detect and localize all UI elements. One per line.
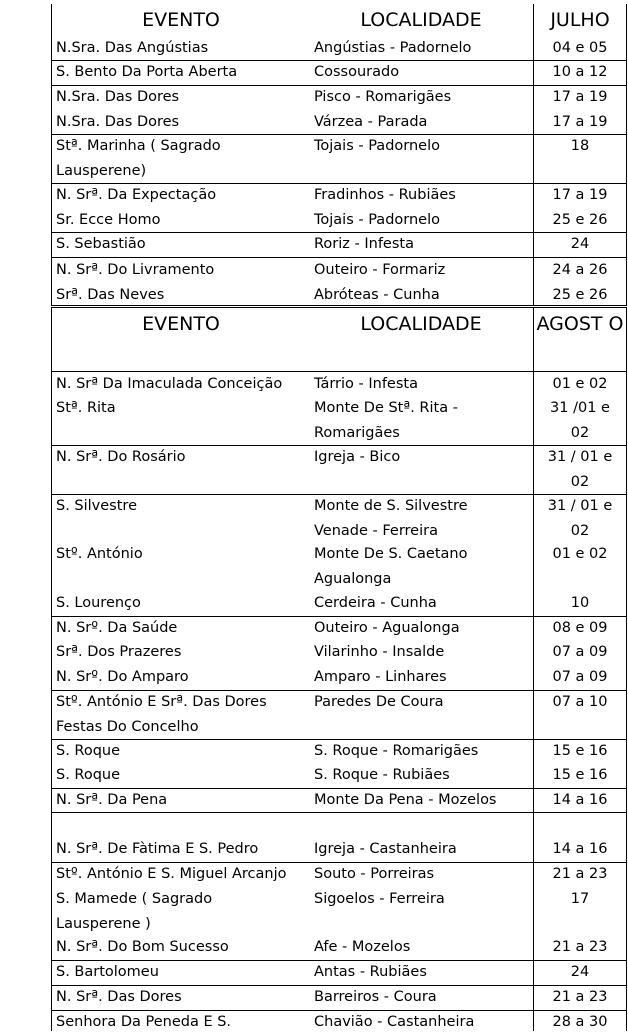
row-divider [51,232,627,233]
cell-line: 18 [570,138,590,154]
event-name [56,985,182,1010]
event-name [56,36,208,61]
cell-line: 21 a 23 [552,989,608,1005]
cell-line: 21 a 23 [552,866,608,882]
event-location [314,960,427,985]
event-location [314,837,457,862]
event-name [56,690,267,739]
header-divider [51,371,627,372]
cell-line: Chavião - Castanheira [314,1014,475,1030]
cell-line: Romarigães [314,424,400,441]
cell-line: Roriz - Infesta [314,236,414,252]
row-divider [51,862,627,863]
cell-line: Monte De S. Caetano [314,546,468,562]
cell-line: S. Sebastião [56,236,146,252]
event-location [314,542,467,591]
cell-line: S. Roque - Rubiães [314,767,450,783]
row-divider [51,960,627,961]
cell-line: 14 a 16 [552,841,608,857]
event-dates [534,85,626,110]
event-dates [534,837,626,862]
event-dates [534,739,626,764]
event-location [314,396,458,445]
cell-line: Srª. Dos Prazeres [56,644,182,660]
event-name [56,935,229,960]
event-dates [534,396,626,445]
row-divider [51,183,627,184]
cell-line: N. Srª. Das Dores [56,989,182,1005]
cell-line: 08 e 09 [552,620,608,636]
cell-line: 24 [570,964,590,980]
event-name [56,85,179,110]
cell-line: Monte Da Pena - Mozelos [314,792,497,808]
cell-line: Paredes De Coura [314,694,444,710]
cell-line: Stª. Marinha ( Sagrado [56,138,221,154]
event-location [314,887,445,912]
event-name [56,372,282,397]
event-name [56,396,116,421]
event-location [314,283,440,308]
cell-line: 17 a 19 [552,89,608,105]
cell-line: 25 e 26 [552,212,608,228]
event-location [314,208,440,233]
event-dates [534,494,626,543]
cell-line: 25 e 26 [552,287,608,303]
cell-line: Agualonga [314,570,392,587]
cell-line: Stº. António E Srª. Das Dores [56,694,267,710]
cell-line: 15 e 16 [552,767,608,783]
event-dates [534,591,626,616]
cell-line: S. Lourenço [56,595,141,611]
event-dates [534,763,626,788]
event-name [56,763,120,788]
event-location [314,445,400,470]
row-divider [51,812,627,813]
event-location [314,232,414,257]
row-divider [51,739,627,740]
event-location [314,110,427,135]
cell-line: Senhora Da Peneda E S. [56,1014,232,1030]
event-location [314,85,451,110]
cell-line: S. Roque - Romarigães [314,743,479,759]
table-border-left [51,4,52,305]
event-dates [534,36,626,61]
event-location [314,134,440,159]
cell-line: 04 e 05 [552,40,608,56]
table-border-month [533,4,534,305]
cell-line: N. Srª. De Fàtima E S. Pedro [56,841,259,857]
event-name [56,183,216,208]
event-name [56,640,181,665]
cell-line: 10 a 12 [552,64,608,80]
event-location [314,183,456,208]
header-month: JULHO [550,9,610,31]
cell-line: 21 a 23 [552,939,608,955]
cell-line: 31 /01 e [550,400,610,416]
cell-line: 17 a 19 [552,187,608,203]
event-location [314,788,497,813]
event-location [314,739,478,764]
cell-line: Fradinhos - Rubiães [314,187,456,203]
cell-line: 28 a 30 [552,1014,608,1030]
cell-line: Angústias - Padornelo [314,40,472,56]
event-name [56,739,120,764]
header-place: LOCALIDADE [360,313,482,335]
event-location [314,258,445,283]
event-name [56,208,160,233]
event-location [314,640,444,665]
table-border-right [626,308,627,1031]
cell-line: S. Bento Da Porta Aberta [56,64,238,80]
event-name [56,494,137,519]
cell-line: Abróteas - Cunha [314,287,440,303]
cell-line: Sigoelos - Ferreira [314,891,445,907]
event-location [314,935,410,960]
event-location [314,665,447,690]
event-dates [534,690,626,715]
cell-line: 15 e 16 [552,743,608,759]
cell-line: Stº. António E S. Miguel Arcanjo [56,866,287,882]
cell-line: 24 [570,236,590,252]
event-name [56,258,214,283]
cell-line: Pisco - Romarigães [314,89,452,105]
event-name [56,960,159,985]
cell-line: N.Sra. Das Dores [56,89,180,105]
event-location [314,372,418,397]
cell-line: Stº. António [56,546,143,562]
cell-line: N.Sra. Das Dores [56,114,180,130]
row-divider [51,788,627,789]
cell-line: N.Sra. Das Angústias [56,40,209,56]
event-dates [534,208,626,233]
event-dates [534,283,626,308]
cell-line: Sr. Ecce Homo [56,212,161,228]
cell-line: Tojais - Padornelo [314,138,440,154]
event-name [56,837,258,862]
cell-line: Festas Do Concelho [56,718,199,735]
section-divider [51,305,627,306]
section-divider [51,307,627,308]
cell-line: Outeiro - Formariz [314,262,446,278]
cell-line: S. Silvestre [56,498,137,514]
cell-line: 24 a 26 [552,262,608,278]
cell-line: N. Srª. Da Expectação [56,187,217,203]
cell-line: 01 e 02 [552,376,608,392]
event-name [56,60,237,85]
event-location [314,862,434,887]
cell-line: 07 a 10 [552,694,608,710]
event-location [314,591,437,616]
cell-line: 01 e 02 [552,546,608,562]
event-name [56,283,164,308]
row-divider [51,134,627,135]
event-dates [534,960,626,985]
event-name [56,788,167,813]
table-border-month [533,308,534,1031]
cell-line: Cerdeira - Cunha [314,595,437,611]
cell-line: Cossourado [314,64,400,80]
row-divider [51,60,627,61]
cell-line: S. Mamede ( Sagrado [56,891,213,907]
cell-line: Igreja - Castanheira [314,841,457,857]
cell-line: N. Srª. Do Rosário [56,449,186,465]
cell-line: Outeiro - Agualonga [314,620,460,636]
event-dates [534,788,626,813]
event-dates [534,445,626,494]
table-border-left [51,308,52,1031]
event-location [314,690,444,715]
cell-line: Souto - Porreiras [314,866,435,882]
cell-line: N. Srª Da Imaculada Conceição [56,376,283,392]
event-dates [534,616,626,641]
event-dates [534,887,626,912]
cell-line: Vilarinho - Insalde [314,644,445,660]
cell-line: 14 a 16 [552,792,608,808]
cell-line: N. Srª. Da Pena [56,792,168,808]
cell-line: Amparo - Linhares [314,669,447,685]
row-divider [51,985,627,986]
cell-line: 17 a 19 [552,114,608,130]
cell-line: 07 a 09 [552,669,608,685]
cell-line: Igreja - Bico [314,449,401,465]
cell-line: Venade - Ferreira [314,522,438,539]
table-border-right [626,4,627,305]
cell-line: Stª. Rita [56,400,116,416]
cell-line: S. Bartolomeu [56,964,159,980]
event-location [314,494,468,543]
cell-line: N. Srº. Do Amparo [56,669,189,685]
event-name [56,232,146,257]
event-name [56,445,186,470]
event-location [314,985,437,1010]
cell-line: Srª. Das Neves [56,287,165,303]
event-location [314,616,460,641]
event-name [56,862,287,887]
row-divider [51,257,627,258]
event-dates [534,183,626,208]
event-dates [534,935,626,960]
event-location [314,60,399,85]
event-dates [534,258,626,283]
cell-line: N. Srª. Do Bom Sucesso [56,939,229,955]
event-dates [534,542,626,567]
event-name [56,591,141,616]
row-divider [51,445,627,446]
cell-line: N. Srª. Do Livramento [56,262,215,278]
event-dates [534,110,626,135]
cell-line: Tárrio - Infesta [314,376,418,392]
cell-line: Lausperene) [56,162,147,179]
event-dates [534,372,626,397]
cell-line: Lausperene ) [56,915,151,932]
cell-line: 31 / 01 e [547,498,613,514]
row-divider [51,494,627,495]
row-divider [51,1010,627,1011]
row-divider [51,85,627,86]
event-dates [534,665,626,690]
event-location [314,763,450,788]
event-dates [534,232,626,257]
event-location [314,36,471,61]
header-event: EVENTO [142,313,220,335]
row-divider [51,616,627,617]
event-name [56,134,221,183]
cell-line: 07 a 09 [552,644,608,660]
cell-line: S. Roque [56,767,121,783]
cell-line: N. Srº. Da Saúde [56,620,178,636]
event-dates [534,862,626,887]
cell-line: Barreiros - Coura [314,989,437,1005]
cell-line: Antas - Rubiães [314,964,427,980]
cell-line: Várzea - Parada [314,114,428,130]
cell-line: Afe - Mozelos [314,939,411,955]
cell-line: Monte De Stª. Rita - [314,400,458,416]
cell-line: 02 [570,424,590,441]
event-dates [534,640,626,665]
cell-line: S. Roque [56,743,121,759]
event-name [56,665,189,690]
cell-line: 17 [570,891,590,907]
row-divider [51,690,627,691]
event-name [56,616,177,641]
cell-line: 31 / 01 e [547,449,613,465]
event-dates [534,60,626,85]
event-dates [534,985,626,1010]
event-name [56,110,179,135]
event-name [56,542,143,567]
cell-line: 10 [570,595,590,611]
cell-line: Monte de S. Silvestre [314,498,468,514]
header-place: LOCALIDADE [360,9,482,31]
cell-line: 02 [570,522,590,539]
header-month: AGOST O [536,313,624,335]
event-dates [534,134,626,159]
event-name [56,887,212,936]
cell-line: Tojais - Padornelo [314,212,440,228]
header-event: EVENTO [142,9,220,31]
cell-line: 02 [570,473,590,490]
